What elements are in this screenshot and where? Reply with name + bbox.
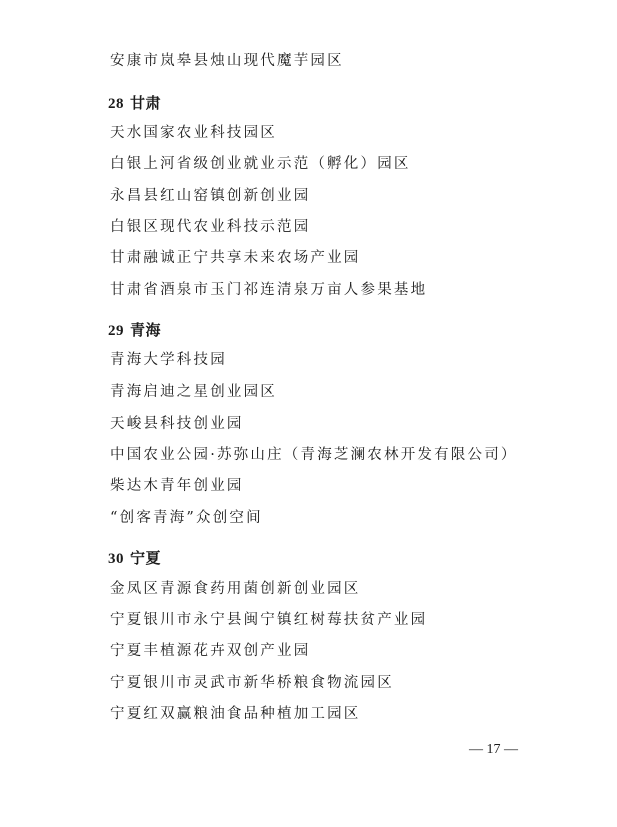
- section-title: 甘肃: [130, 94, 162, 112]
- list-item: 青海启迪之星创业园区: [110, 384, 277, 400]
- section-title: 宁夏: [130, 549, 162, 567]
- list-item: 天水国家农业科技园区: [110, 125, 277, 141]
- list-item: 永昌县红山窑镇创新创业园: [110, 188, 311, 204]
- list-item: 宁夏丰植源花卉双创产业园: [110, 643, 311, 659]
- section-number: 29: [108, 323, 124, 339]
- list-item: 宁夏红双赢粮油食品种植加工园区: [110, 706, 361, 722]
- list-item: 白银上河省级创业就业示范（孵化）园区: [110, 156, 411, 172]
- section-number: 28: [108, 96, 124, 112]
- section-heading-qinghai: [108, 320, 161, 341]
- list-item: 柴达木青年创业园: [110, 478, 244, 494]
- list-item: 甘肃省酒泉市玉门祁连清泉万亩人参果基地: [110, 282, 428, 298]
- list-item: 金凤区青源食药用菌创新创业园区: [110, 581, 361, 597]
- section-heading-gansu: [108, 93, 161, 114]
- page-number: — 17 —: [469, 742, 518, 757]
- list-item: 甘肃融诚正宁共享未来农场产业园: [110, 250, 361, 266]
- list-item: 宁夏银川市永宁县闽宁镇红树莓扶贫产业园: [110, 612, 428, 628]
- list-item: “创客青海”众创空间: [110, 510, 263, 526]
- list-item: 白银区现代农业科技示范园: [110, 219, 311, 235]
- list-item: 青海大学科技园: [110, 352, 227, 368]
- section-title: 青海: [130, 321, 162, 339]
- list-item: 天峻县科技创业园: [110, 416, 244, 432]
- section-number: 30: [108, 551, 124, 567]
- section-heading-ningxia: [108, 548, 161, 569]
- list-item: 安康市岚皋县烛山现代魔芋园区: [110, 53, 344, 69]
- list-item: 中国农业公园·苏弥山庄（青海芝澜农林开发有限公司）: [110, 447, 518, 463]
- list-item: 宁夏银川市灵武市新华桥粮食物流园区: [110, 675, 394, 691]
